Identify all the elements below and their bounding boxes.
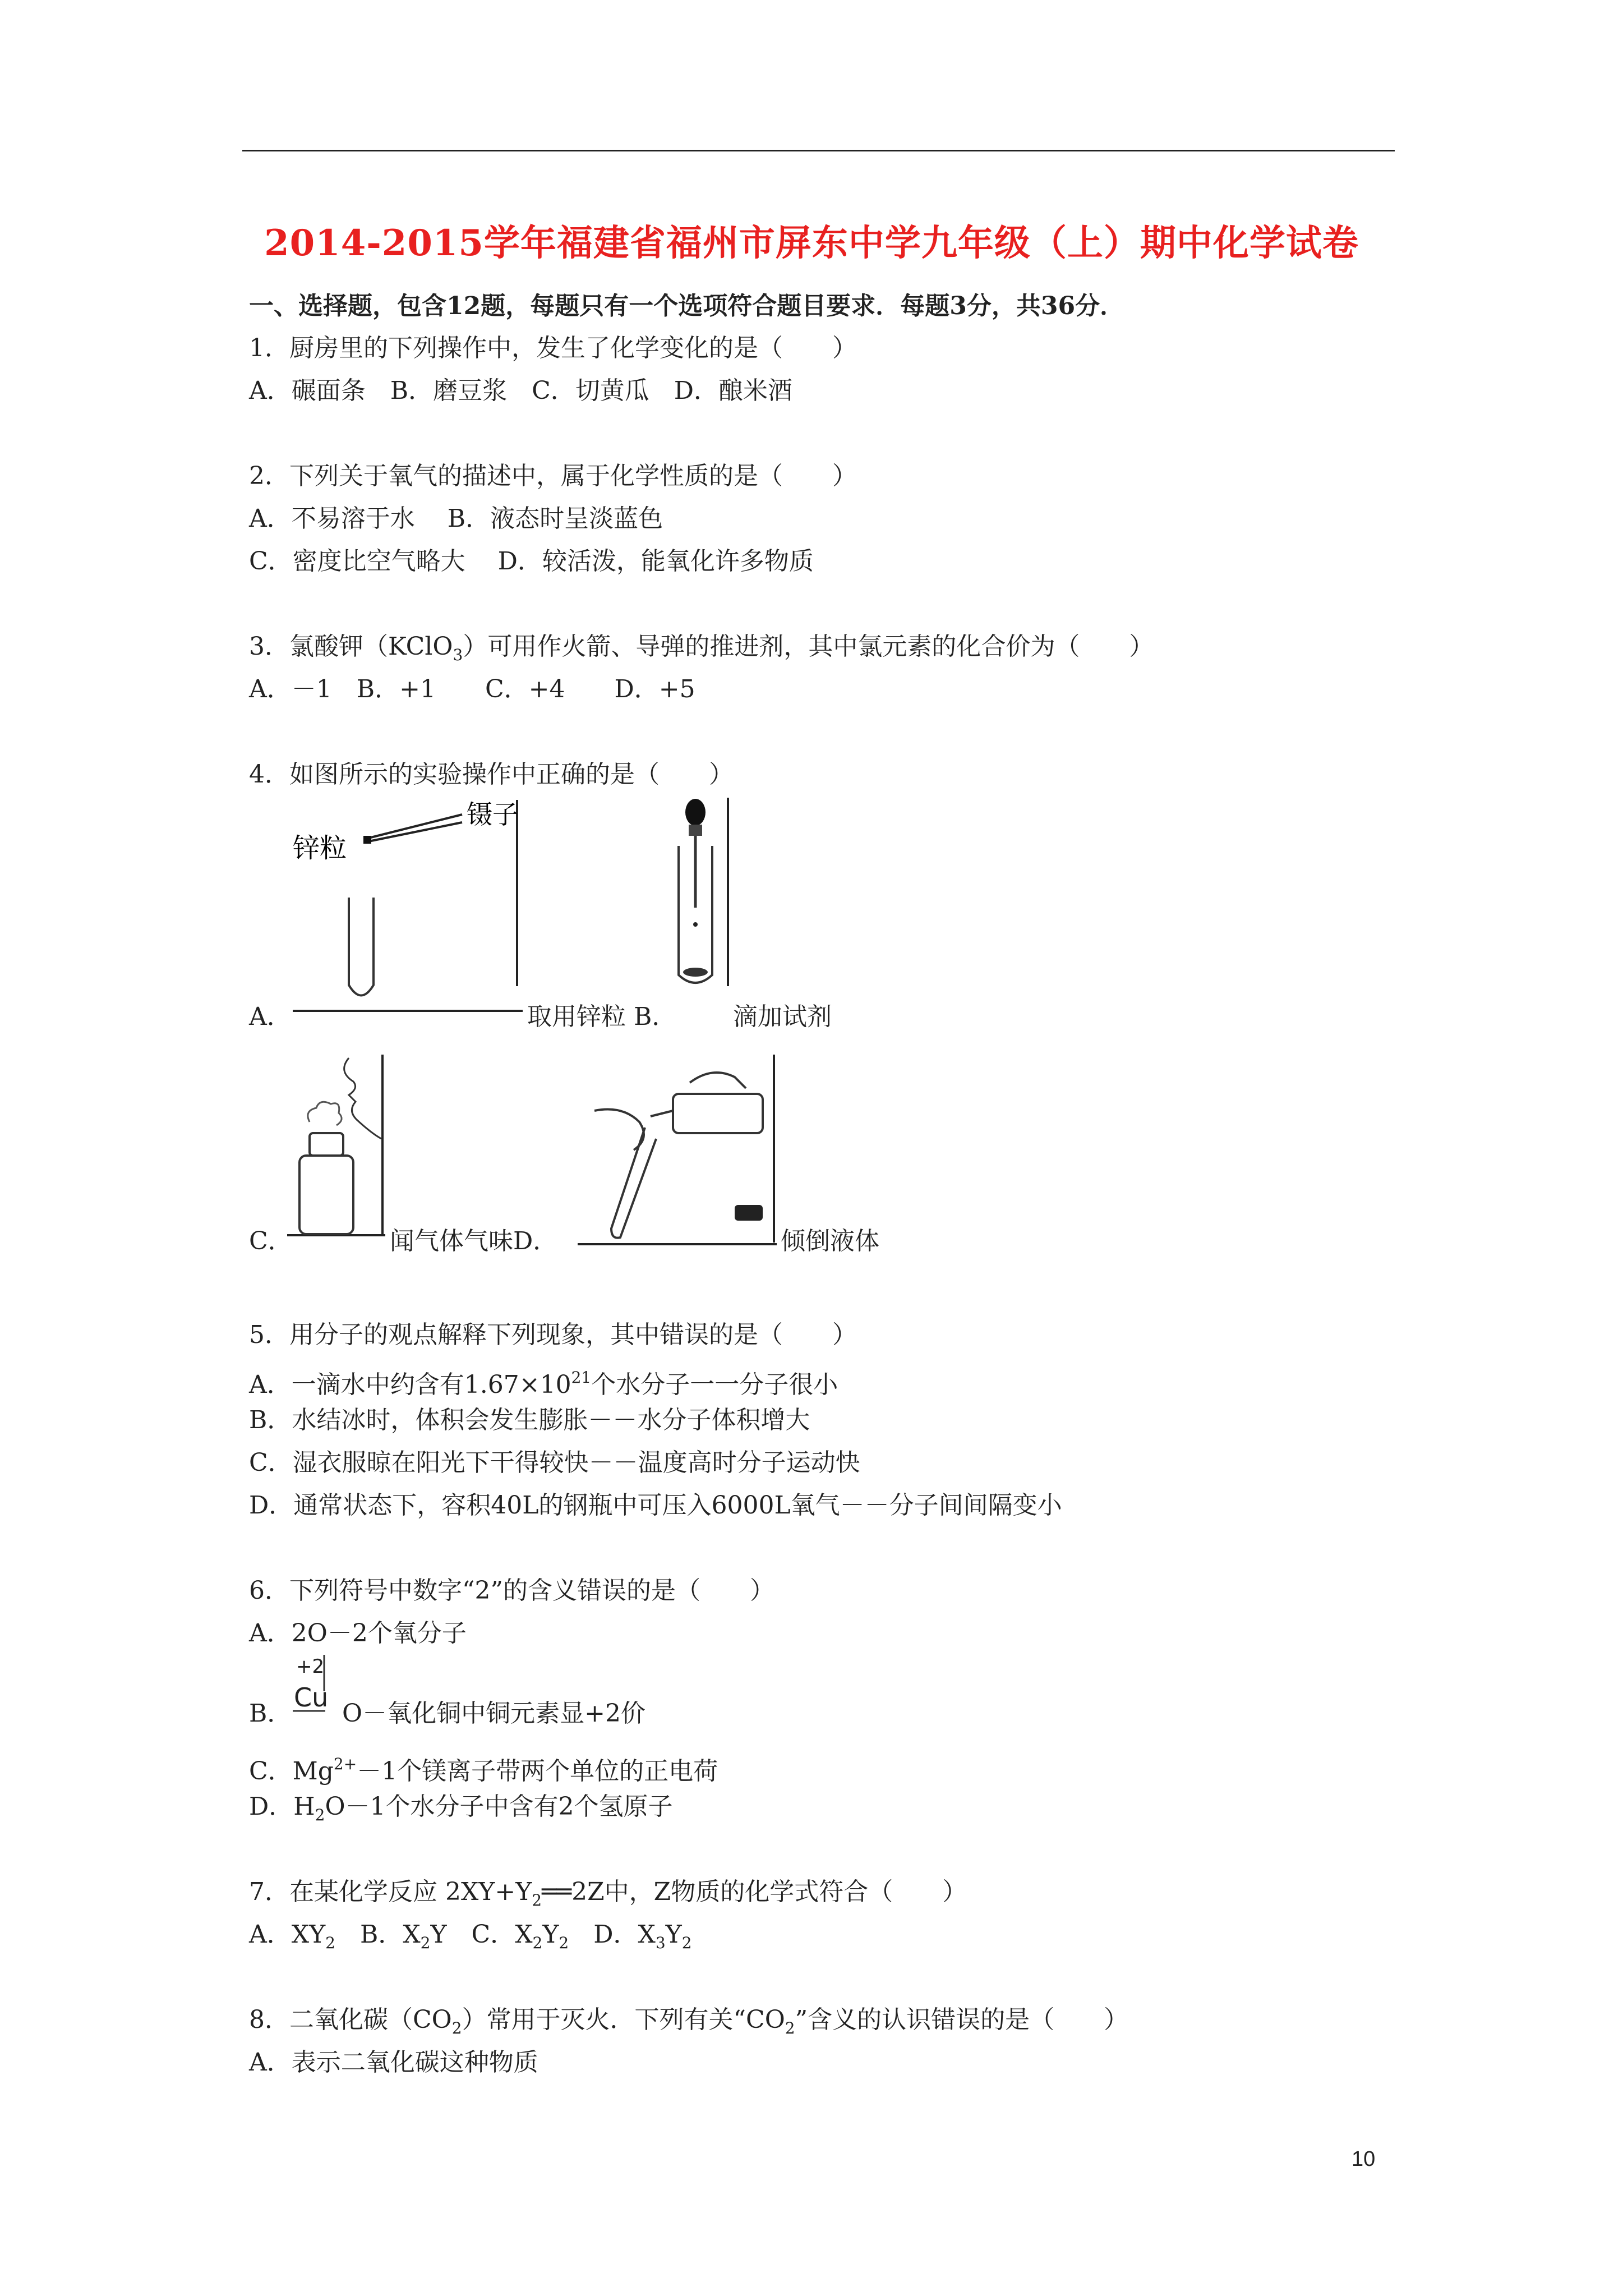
copper-valence-symbol: [291, 1655, 330, 1717]
q5-option-b: B．水结冰时，体积会发生膨胀－－水分子体积增大: [249, 1406, 810, 1434]
q5-option-a: A．一滴水中约含有$1.67\times 10^{21}$个水分子一一分子很小: [249, 1368, 838, 1399]
section-heading: 一、选择题，包含12题，每题只有一个选项符合题目要求．每题3分，共36分．: [249, 292, 1125, 320]
figure-c-smell-gas: [287, 1055, 388, 1237]
q3-stem: 3．氯酸钾（KClO$_3$）可用作火箭、导弹的推进剂，其中氯元素的化合价为（ ）: [249, 632, 1154, 664]
q8-option-a: A．表示二氧化碳这种物质: [249, 2048, 538, 2077]
header-rule: [242, 150, 1395, 151]
q4-ab-row: [249, 1001, 292, 1033]
q4-a-caption: 取用锌粒 B．: [527, 1002, 677, 1031]
q5-option-c: C．湿衣服晾在阳光下干得较快－－温度高时分子运动快: [249, 1448, 860, 1477]
q4-b-caption: 滴加试剂: [733, 1002, 832, 1031]
q1-options: A．碾面条 B．磨豆浆 C．切黄瓜 D．酿米酒: [249, 376, 793, 405]
figure-d-pour-liquid: [578, 1055, 780, 1248]
q6-stem: 6．下列符号中数字“2”的含义错误的是（ ）: [249, 1576, 774, 1605]
figure-b-dropper: [651, 795, 751, 989]
q1-stem: 1．厨房里的下列操作中，发生了化学变化的是（ ）: [249, 334, 857, 362]
label-tweezers: 镊子: [467, 799, 518, 830]
q6-option-a: A．2O－2个氧分子: [249, 1619, 467, 1648]
q4-c-letter: C．: [249, 1227, 293, 1255]
q2-stem: 2．下列关于氧气的描述中，属于化学性质的是（ ）: [249, 462, 857, 490]
svg-text:Cu: Cu: [294, 1682, 329, 1713]
q4-d-caption: 倾倒液体: [781, 1227, 879, 1255]
q4-c-caption: 闻气体气味D．: [390, 1227, 558, 1255]
figure-a-zinc-tweezers: [287, 795, 528, 1014]
svg-text:+2: +2: [296, 1655, 325, 1678]
q5-option-d: D．通常状态下，容积40L的钢瓶中可压入6000L氧气－－分子间间隔变小: [249, 1491, 1062, 1520]
q6-option-d: D．$H_2O-1$个水分子中含有2个氢原子: [249, 1792, 673, 1824]
q6-option-b-letter: B．: [249, 1699, 292, 1728]
q5-stem: 5．用分子的观点解释下列现象，其中错误的是（ ）: [249, 1320, 857, 1349]
q4-a-letter: A．: [249, 1002, 292, 1031]
q6-option-b-text: O－氧化铜中铜元素显+2价: [342, 1699, 645, 1728]
q4-stem: 4．如图所示的实验操作中正确的是（ ）: [249, 760, 734, 789]
q7-stem: 7．在某化学反应 $2XY+Y_2══2Z$中，Z物质的化学式符合（ ）: [249, 1878, 967, 1910]
q2-options-line1: A．不易溶于水 B．液态时呈淡蓝色: [249, 504, 663, 533]
q3-options: A．－1 B．+1 C．+4 D．+5: [249, 675, 695, 703]
label-zinc: 锌粒: [293, 832, 347, 864]
q8-stem: 8．二氧化碳$(CO_2)$常用于灭火．下列有关“$CO_2$”含义的认识错误的是（ ）: [249, 2005, 1129, 2037]
q6-option-c: C．$Mg^{2+}-1$个镁离子带两个单位的正电荷: [249, 1755, 718, 1786]
q2-options-line2: C．密度比空气略大 D．较活泼，能氧化许多物质: [249, 547, 814, 576]
page-number: 10: [1352, 2147, 1376, 2171]
q7-options: A．$XY_2$ B．$X_2Y$ C．$X_2Y_2$ D．$X_3Y_2$: [249, 1920, 692, 1952]
exam-title: 2014-2015学年福建省福州市屏东中学九年级（上）期中化学试卷: [264, 222, 1359, 264]
